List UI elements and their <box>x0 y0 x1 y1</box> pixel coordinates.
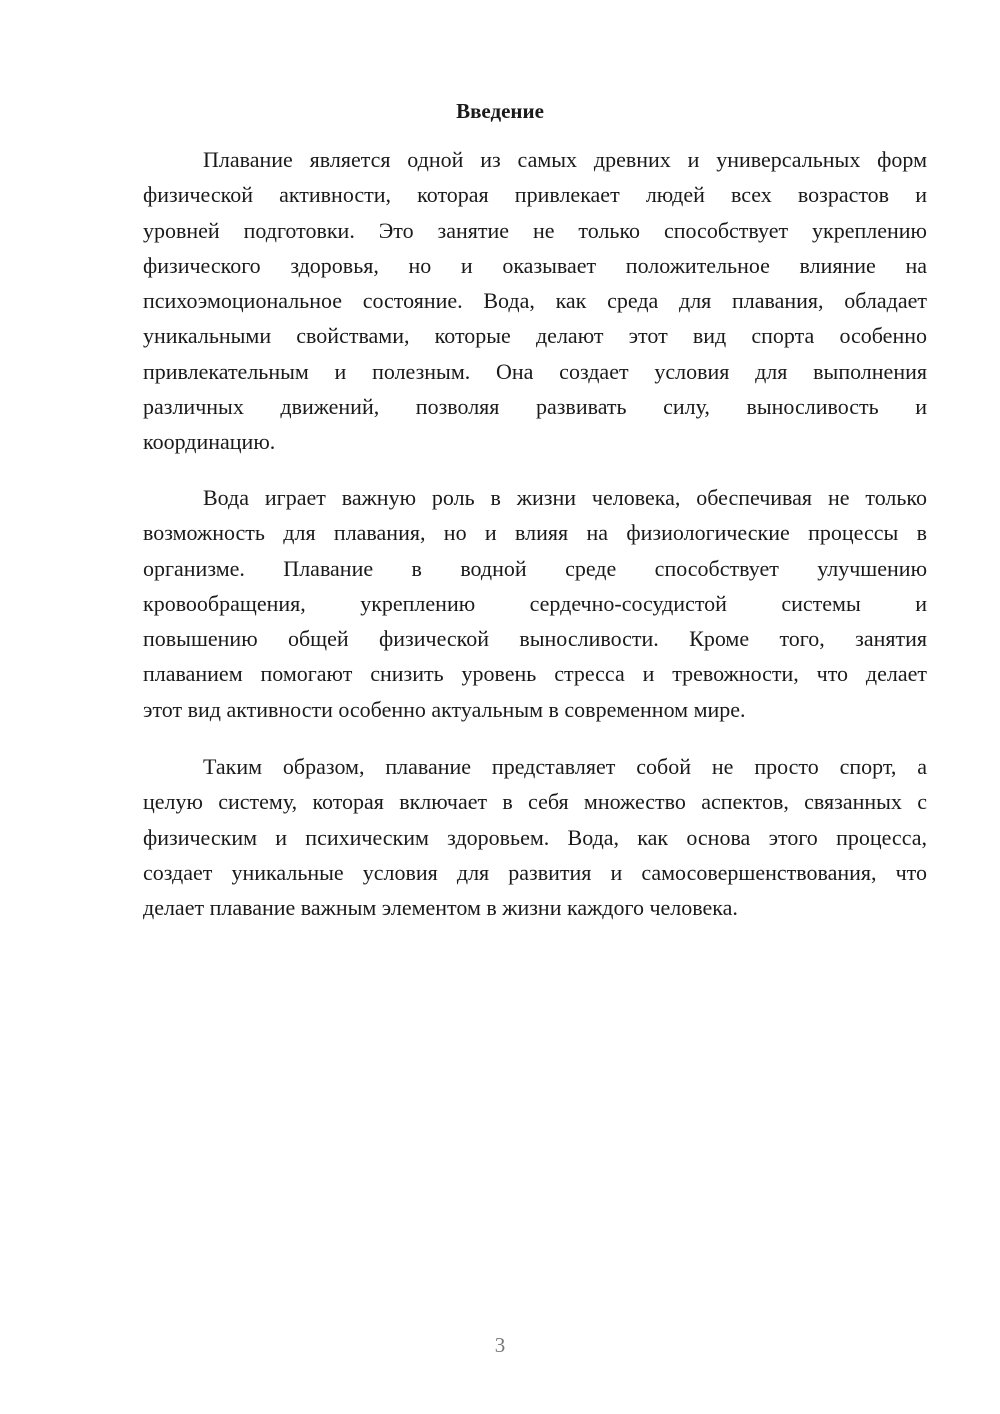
text-line: физической активности, которая привлекает людей всех возрастов и <box>143 182 927 208</box>
paragraph-1 <box>143 142 927 460</box>
text-line: уникальными свойствами, которые делают этот вид спорта особенно <box>143 323 927 349</box>
text-line: этот вид активности особенно актуальным в современном мире. <box>143 696 746 722</box>
text-line: плаванием помогают снизить уровень стресса и тревожности, что делает <box>143 661 927 687</box>
text-line: создает уникальные условия для развития и самосовершенствования, что <box>143 859 927 885</box>
text-line: физическим и психическим здоровьем. Вода, как основа этого процесса, <box>143 824 927 850</box>
text-line: делает плавание важным элементом в жизни каждого человека. <box>143 895 738 921</box>
text-line: организме. Плавание в водной среде способствует улучшению <box>143 555 927 581</box>
text-line: возможность для плавания, но и влияя на физиологические процессы в <box>143 520 927 546</box>
text-line: физического здоровья, но и оказывает положительное влияние на <box>143 252 927 278</box>
text-line: координацию. <box>143 429 276 455</box>
text-line: кровообращения, укреплению сердечно-сосудистой системы и <box>143 590 927 616</box>
text-line: различных движений, позволяя развивать силу, выносливость и <box>143 394 927 420</box>
text-line: целую систему, которая включает в себя множество аспектов, связанных с <box>143 789 927 815</box>
page-number: 3 <box>494 1333 506 1357</box>
text-line: Вода играет важную роль в жизни человека, обеспечивая не только <box>203 485 927 510</box>
paragraph-3 <box>143 749 927 925</box>
section-heading: Введение <box>456 99 544 123</box>
text-line: психоэмоциональное состояние. Вода, как среда для плавания, обладает <box>143 288 927 314</box>
text-line: уровней подготовки. Это занятие не только способствует укреплению <box>143 217 927 243</box>
text-line: привлекательным и полезным. Она создает условия для выполнения <box>143 358 927 384</box>
text-line: Плавание является одной из самых древних и универсальных форм <box>203 147 927 172</box>
paragraph-2 <box>143 480 927 727</box>
text-line: повышению общей физической выносливости. Кроме того, занятия <box>143 626 927 652</box>
text-line: Таким образом, плавание представляет собой не просто спорт, а <box>203 754 927 779</box>
